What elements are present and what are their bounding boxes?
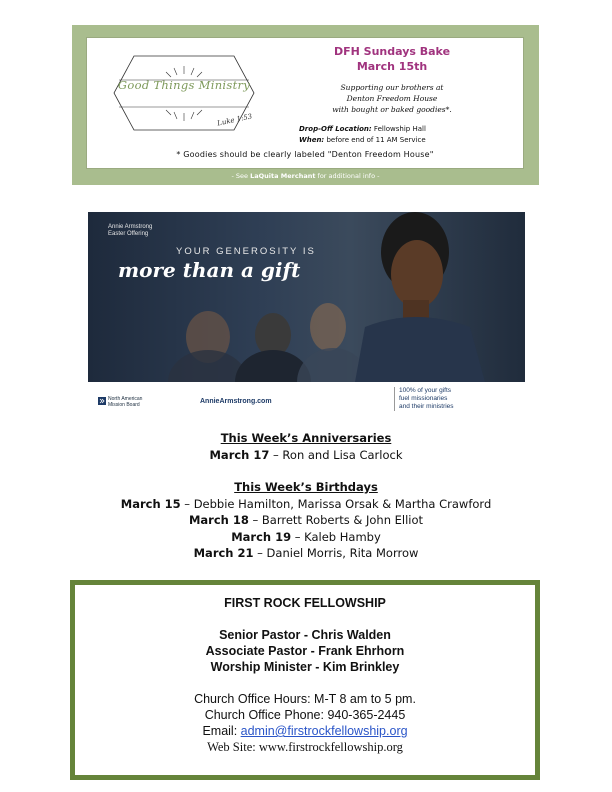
banner-tagline-main: more than a gift	[118, 258, 301, 282]
church-info-box	[70, 580, 540, 780]
banner-tag	[394, 387, 454, 411]
events-section	[0, 430, 612, 562]
when-label: When:	[299, 136, 325, 144]
birthday-names: – Barrett Roberts & John Elliot	[248, 513, 424, 527]
birthday-item	[0, 496, 612, 513]
worship-minister: Worship Minister - Kim Brinkley	[210, 660, 400, 674]
banner-brand	[108, 224, 152, 238]
brand-line2: Easter Offering	[108, 231, 149, 237]
website: Web Site: www.firstrockfellowship.org	[207, 740, 403, 754]
birthday-date: March 19	[231, 529, 292, 544]
anniversary-names: – Ron and Lisa Carlock	[269, 447, 403, 462]
birthday-names: – Debbie Hamilton, Marissa Orsak & Martha Crawford	[180, 496, 492, 511]
birthday-date: March 18	[188, 513, 249, 527]
support-line3: with bought or baked goodies*.	[332, 105, 452, 114]
banner-url: AnnieArmstrong.com	[200, 398, 272, 405]
drop-off-value: Fellowship Hall	[373, 125, 426, 133]
drop-off-label: Drop-Off Location:	[299, 125, 372, 133]
office-phone: Church Office Phone: 940-365-2445	[204, 708, 406, 722]
namb-text	[108, 396, 142, 408]
birthday-item	[0, 545, 612, 562]
bake-note: * Goodies should be clearly labeled "Denton Freedom House"	[176, 150, 434, 159]
email-link[interactable]: admin@firstrockfellowship.org	[240, 724, 408, 738]
bake-footer	[72, 172, 539, 180]
bake-title	[297, 44, 487, 74]
email-row	[75, 723, 535, 739]
good-things-ministry-logo	[99, 52, 269, 134]
church-staff	[75, 627, 535, 675]
when-value: before end of 11 AM Service	[326, 136, 426, 144]
tag-line2: fuel missionaries	[399, 395, 448, 402]
bake-flyer	[72, 25, 539, 185]
anniversary-date: March 17	[209, 447, 270, 462]
senior-pastor: Senior Pastor - Chris Walden	[219, 628, 391, 642]
banner-tagline-top: YOUR GENEROSITY IS	[176, 246, 316, 257]
namb-logo-icon	[98, 397, 106, 405]
birthday-item	[0, 512, 612, 529]
birthday-names: – Kaleb Hamby	[291, 529, 381, 544]
footer-suffix: for additional info -	[315, 172, 380, 180]
footer-prefix: - See	[231, 172, 251, 180]
support-line1: Supporting our brothers at	[340, 83, 444, 92]
anniversaries-heading: This Week’s Anniversaries	[220, 431, 392, 445]
church-name: FIRST ROCK FELLOWSHIP	[224, 596, 386, 610]
birthday-item	[0, 529, 612, 546]
birthday-names: – Daniel Morris, Rita Morrow	[253, 546, 419, 560]
birthdays-heading: This Week’s Birthdays	[234, 480, 378, 494]
when-row	[299, 135, 509, 146]
logo-text: Good Things Ministry	[117, 78, 251, 92]
anniversary-item	[0, 447, 612, 464]
tag-line3: and their ministries	[399, 403, 454, 410]
namb-line2: Mission Board	[108, 402, 140, 408]
bake-title-line2: March 15th	[356, 60, 428, 73]
man-photo	[345, 212, 525, 382]
office-hours: Church Office Hours: M-T 8 am to 5 pm.	[194, 692, 416, 706]
brand-line1: Annie Armstrong	[108, 224, 153, 230]
tag-line1: 100% of your gifts	[399, 387, 452, 394]
bake-title-line1: DFH Sundays Bake	[333, 45, 451, 58]
church-contact	[75, 691, 535, 755]
email-label: Email:	[202, 724, 241, 738]
birthday-date: March 21	[193, 546, 254, 560]
banner-footer	[88, 382, 525, 420]
namb-line1: North American	[108, 396, 143, 402]
support-line2: Denton Freedom House	[346, 94, 438, 103]
bake-flyer-card	[86, 37, 524, 169]
logo-verse: Luke 1:53	[216, 112, 253, 128]
birthday-date: March 15	[120, 496, 181, 511]
footer-contact: LaQuita Merchant	[250, 172, 316, 180]
bake-support-text	[297, 82, 487, 115]
crowd-illustration	[168, 297, 368, 382]
annie-armstrong-banner	[88, 212, 525, 382]
drop-off-row	[299, 124, 509, 135]
associate-pastor: Associate Pastor - Frank Ehrhorn	[205, 644, 405, 658]
bake-details	[299, 124, 509, 146]
